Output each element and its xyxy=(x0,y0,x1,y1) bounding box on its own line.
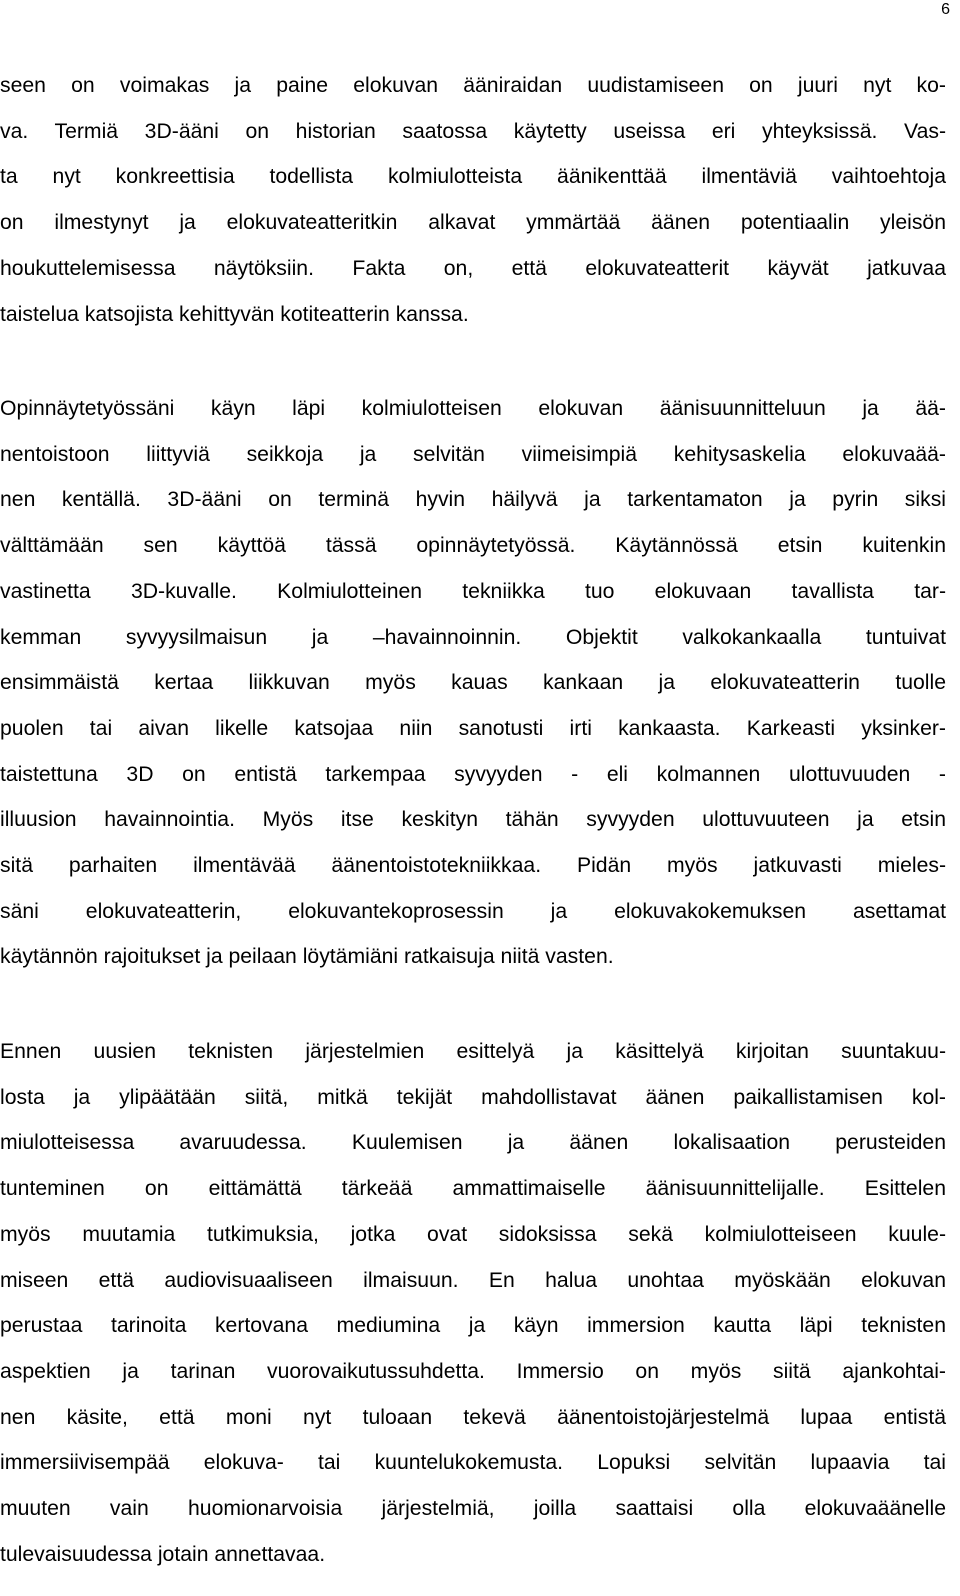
text-line: taistelua katsojista kehittyvän kotiteatterin kanssa. xyxy=(0,302,469,326)
text-line: myös muutamia tutkimuksia, jotka ovat sidoksissa sekä kolmiulotteiseen kuule- xyxy=(0,1222,946,1246)
text-line: vastinetta 3D-kuvalle. Kolmiulotteinen tekniikka tuo elokuvaan tavallista tar- xyxy=(0,579,946,603)
text-line: sitä parhaiten ilmentävää äänentoistotekniikkaa. Pidän myös jatkuvasti mieles- xyxy=(0,854,946,878)
text-line: tunteminen on eittämättä tärkeää ammattimaiselle äänisuunnittelijalle. Esittelen xyxy=(0,1177,946,1201)
text-line: Ennen uusien teknisten järjestelmien esittelyä ja käsittelyä kirjoitan suuntakuu- xyxy=(0,1040,946,1063)
text-line: on ilmestynyt ja elokuvateatteritkin alkavat ymmärtää äänen potentiaalin yleisön xyxy=(0,211,946,235)
text-line: nen kentällä. 3D-ääni on terminä hyvin häilyvä ja tarkentamaton ja pyrin siksi xyxy=(0,488,946,512)
text-line: immersiivisempää elokuva- tai kuuntelukokemusta. Lopuksi selvitän lupaavia tai xyxy=(0,1451,946,1475)
text-line: Opinnäytetyössäni käyn läpi kolmiulotteisen elokuvan äänisuunnitteluun ja ää- xyxy=(0,397,946,420)
text-line: illuusion havainnointia. Myös itse keskityn tähän syvyyden ulottuvuuteen ja etsin xyxy=(0,808,946,832)
text-line: käytännön rajoitukset ja peilaan löytämiäni ratkaisuja niitä vasten. xyxy=(0,945,614,969)
text-line: miseen että audiovisuaaliseen ilmaisuun. En halua unohtaa myöskään elokuvan xyxy=(0,1268,946,1292)
text-line: nentoistoon liittyviä seikkoja ja selvitän viimeisimpiä kehitysaskelia elokuvaää- xyxy=(0,442,946,466)
text-line: kemman syvyysilmaisun ja –havainnoinnin. Objektit valkokankaalla tuntuivat xyxy=(0,625,946,649)
text-line: aspektien ja tarinan vuorovaikutussuhdetta. Immersio on myös siitä ajankohtai- xyxy=(0,1359,946,1383)
text-line: perustaa tarinoita kertovana mediumina ja käyn immersion kautta läpi teknisten xyxy=(0,1314,946,1338)
text-line: puolen tai aivan likelle katsojaa niin sanotusti irti kankaasta. Karkeasti yksinker- xyxy=(0,716,946,740)
text-line: välttämään sen käyttöä tässä opinnäytetyössä. Käytännössä etsin kuitenkin xyxy=(0,534,946,558)
text-line: tulevaisuudessa jotain annettavaa. xyxy=(0,1542,326,1566)
text-line: ensimmäistä kertaa liikkuvan myös kauas kankaan ja elokuvateatterin tuolle xyxy=(0,671,946,695)
text-line: miulotteisessa avaruudessa. Kuulemisen ja äänen lokalisaation perusteiden xyxy=(0,1131,946,1155)
text-line: va. Termiä 3D-ääni on historian saatossa käytetty useissa eri yhteyksissä. Vas- xyxy=(0,119,946,143)
text-line: seen on voimakas ja paine elokuvan ääniraidan uudistamiseen on juuri nyt ko- xyxy=(0,74,946,97)
text-line: säni elokuvateatterin, elokuvantekoprosessin ja elokuvakokemuksen asettamat xyxy=(0,899,946,923)
paragraph-structure xyxy=(0,1029,946,1577)
text-line: losta ja ylipäätään siitä, mitkä tekijät mahdollistavat äänen paikallistamisen kol- xyxy=(0,1085,946,1109)
text-line: houkuttelemisessa näytöksiin. Fakta on, että elokuvateatterit käyvät jatkuvaa xyxy=(0,256,946,280)
text-line: nen käsite, että moni nyt tuloaan tekevä äänentoistojärjestelmä lupaa entistä xyxy=(0,1405,946,1429)
paragraph-thesis-scope xyxy=(0,386,946,980)
text-line: ta nyt konkreettisia todellista kolmiulotteista äänikenttää ilmentäviä vaihtoehtoja xyxy=(0,165,946,189)
text-line: taistettuna 3D on entistä tarkempaa syvyyden - eli kolmannen ulottuvuuden - xyxy=(0,762,946,786)
text-line: muuten vain huomionarvoisia järjestelmiä, joilla saattaisi olla elokuvaäänelle xyxy=(0,1497,946,1521)
page-number: 6 xyxy=(941,1,950,18)
paragraph-intro xyxy=(0,63,946,337)
